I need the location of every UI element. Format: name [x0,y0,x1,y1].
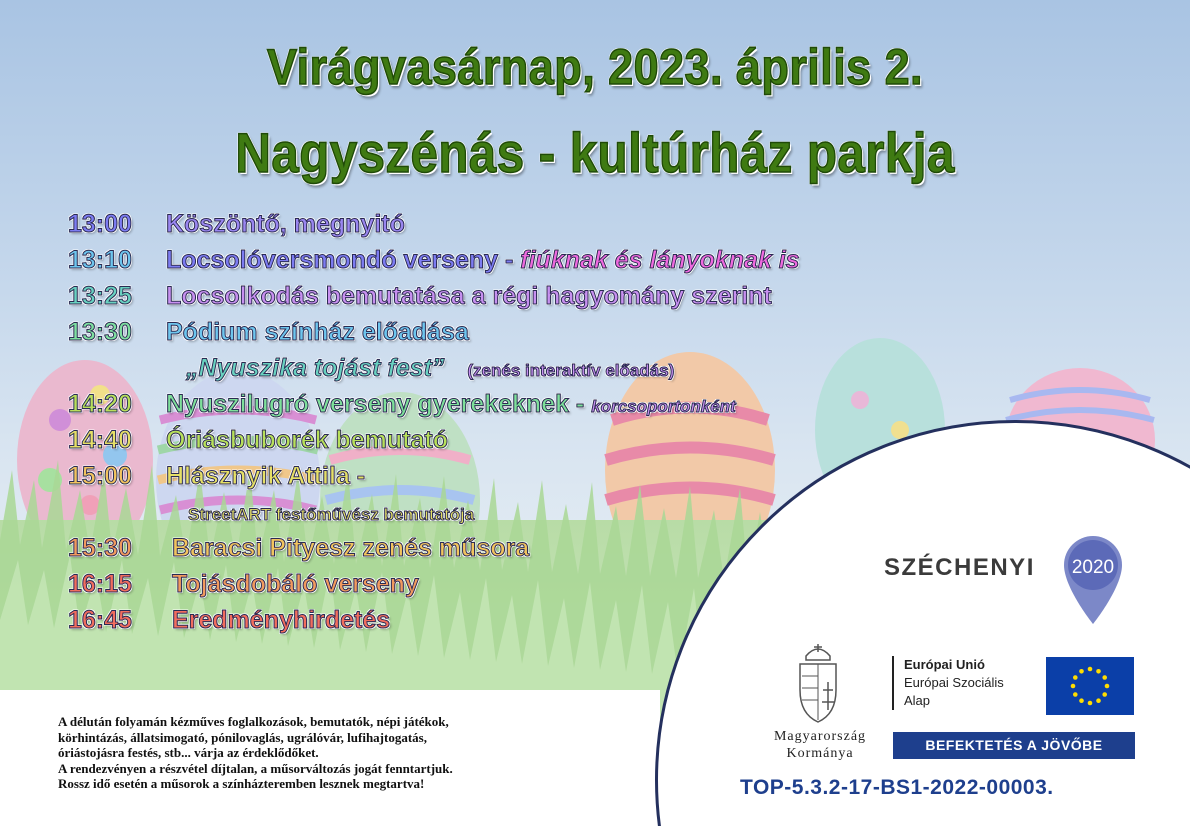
program-list [68,206,800,638]
program-text: Nyuszilugró verseny gyerekeknek - [166,390,585,418]
program-time: 13:30 [68,318,132,346]
program-text: Locsolóversmondó verseny - [166,246,514,274]
event-date-title: Virágvasárnap, 2023. április 2. [266,39,924,95]
eu-stars [1046,657,1134,715]
info-text [58,714,618,792]
hungarian-crest-icon [790,642,846,724]
program-text: Pódium színház előadása [166,318,469,346]
szechenyi-year: 2020 [1071,557,1115,578]
eu-flag-icon [1046,657,1134,715]
program-time: 13:00 [68,210,132,238]
info-line: A délután folyamán kézműves foglalkozások, bemutatók, népi játékok, [58,714,449,729]
szechenyi-2020-pin-icon [1060,530,1126,626]
program-time: 16:15 [68,570,132,598]
program-time: 13:10 [68,246,132,274]
szechenyi-logo-text: SZÉCHENYI [884,554,1035,581]
eu-fund-text [904,674,1039,710]
event-location-title: Nagyszénás - kultúrház parkja [235,121,955,184]
program-text: Köszöntő, megnyitó [166,210,405,238]
program-item [68,350,800,386]
program-note: fiúknak és lányoknak is [520,246,800,274]
info-line: A rendezvényen a részvétel díjtalan, a műsorváltozás jogát fenntartjuk. [58,760,453,776]
program-text: Eredményhirdetés [172,606,391,634]
government-line: Magyarország [773,729,867,744]
program-item [68,530,800,566]
program-time: 14:40 [68,426,132,454]
info-line: körhintázás, állatsimogató, pónilovaglás, ugrálóvár, lufihajtogatás, [58,729,427,745]
program-time: 13:25 [68,282,132,310]
program-time: 15:30 [68,534,132,562]
program-note: (zenés interaktív előadás) [467,361,675,380]
program-text: StreetART festőművész bemutatója [188,505,475,524]
program-time: 16:45 [68,606,132,634]
eu-fund-line: Európai Szociális [904,675,1004,690]
program-time: 15:00 [68,462,132,490]
program-item [68,422,800,458]
government-name [755,728,885,762]
invest-banner: BEFEKTETÉS A JÖVŐBE [893,732,1135,759]
program-text: Óriásbuborék bemutató [166,426,448,454]
eu-union-text: Európai Unió [904,657,985,672]
program-item [68,278,800,314]
eu-fund-line: Alap [904,693,931,708]
program-text: Locsolkodás bemutatása a régi hagyomány szerint [166,282,772,310]
program-text: Tojásdobáló verseny [172,570,419,598]
info-line: óriástojásra festés, stb... várja az érdeklődőket. [58,745,319,760]
program-item [68,242,800,278]
program-item [68,566,800,602]
program-item [68,386,800,422]
project-code: TOP-5.3.2-17-BS1-2022-00003. [740,776,1054,799]
program-note: korcsoportonként [591,397,736,416]
program-text: „Nyuszika tojást fest” [186,354,445,382]
program-text: Baracsi Pityesz zenés műsora [172,534,530,562]
info-line: Rossz idő esetén a műsorok a színházteremben lesznek megtartva! [58,776,425,791]
program-time: 14:20 [68,390,132,418]
eu-fund-label [892,656,1039,710]
program-item [68,314,800,350]
program-item [68,206,800,242]
program-item [68,458,800,494]
program-item [68,494,800,530]
program-text: Hlásznyik Attila - [166,462,366,490]
government-line: Kormánya [786,746,854,761]
